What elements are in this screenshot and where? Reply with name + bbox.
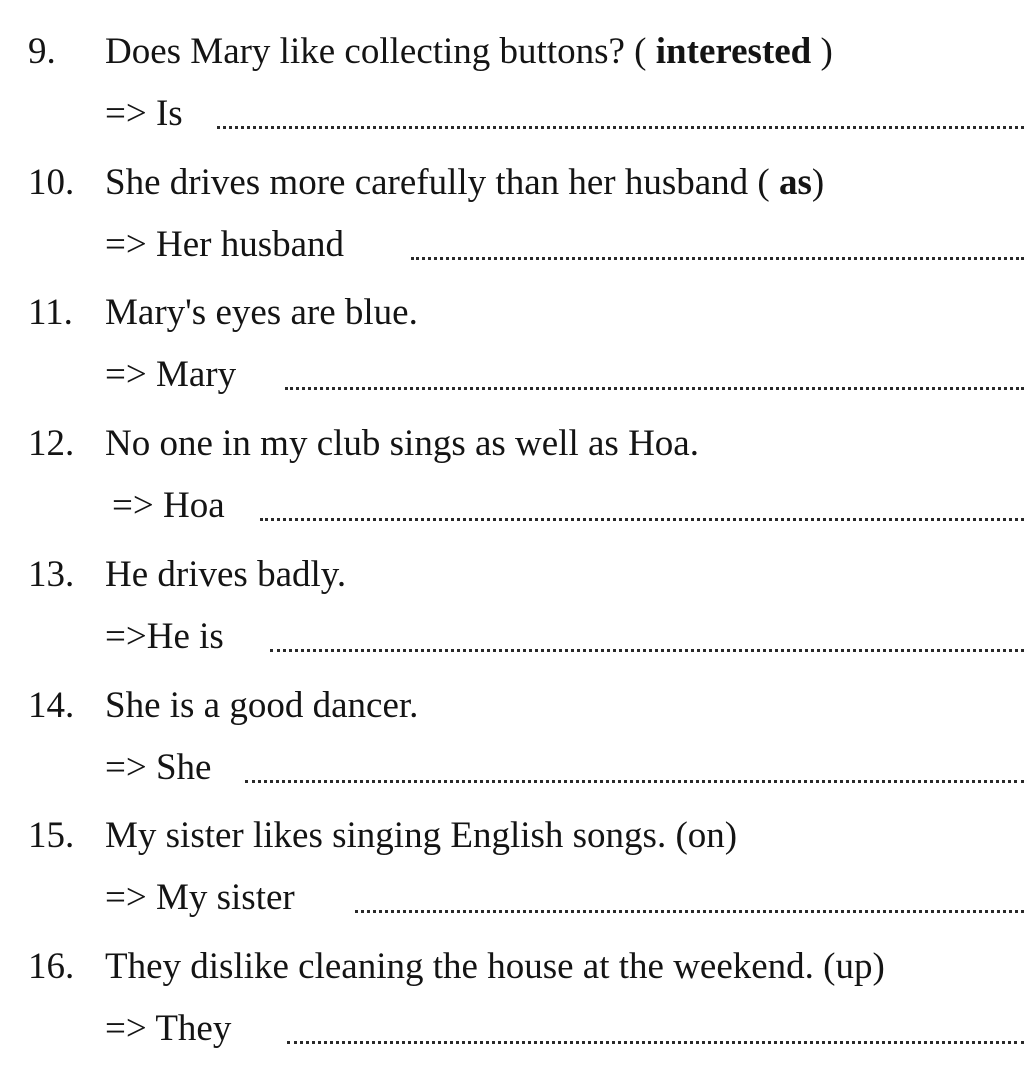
answer-blank[interactable] — [355, 910, 1024, 913]
exercise-item-16 — [0, 945, 1024, 1075]
sentence-text: My sister likes singing English songs. (on) — [105, 815, 738, 856]
item-sentence — [105, 161, 824, 205]
answer-blank[interactable] — [217, 126, 1024, 129]
answer-row — [105, 1007, 1024, 1051]
item-number: 14. — [28, 685, 75, 726]
answer-row — [105, 353, 1024, 397]
sentence-text: He drives badly. — [105, 554, 347, 595]
answer-blank[interactable] — [411, 257, 1024, 260]
keyword: interested — [655, 31, 812, 72]
item-number: 11. — [28, 292, 73, 333]
item-sentence — [105, 291, 418, 335]
answer-prompt: => Mary — [105, 354, 237, 395]
answer-blank[interactable] — [245, 780, 1024, 783]
item-number: 9. — [28, 31, 56, 72]
sentence-text: She drives more carefully than her husband ( — [105, 162, 780, 203]
sentence-text: Does Mary like collecting buttons? ( — [105, 31, 656, 72]
answer-row — [105, 223, 1024, 267]
exercise-item-11 — [0, 291, 1024, 421]
item-sentence — [105, 553, 346, 597]
item-sentence — [105, 684, 418, 728]
answer-blank[interactable] — [260, 518, 1024, 521]
answer-prompt: => She — [105, 747, 212, 788]
item-number: 15. — [28, 815, 75, 856]
item-number: 13. — [28, 554, 75, 595]
sentence-text: She is a good dancer. — [105, 685, 419, 726]
sentence-text: Mary's eyes are blue. — [105, 292, 418, 333]
item-number: 10. — [28, 162, 75, 203]
exercise-item-10 — [0, 161, 1024, 291]
exercise-item-12 — [0, 422, 1024, 552]
answer-prompt: => Is — [105, 93, 183, 134]
answer-blank[interactable] — [285, 387, 1024, 390]
exercise-item-15 — [0, 814, 1024, 944]
item-sentence — [105, 945, 885, 989]
answer-row — [105, 92, 1024, 136]
exercise-item-9 — [0, 30, 1024, 160]
answer-prompt: =>He is — [105, 616, 224, 657]
answer-blank[interactable] — [270, 649, 1024, 652]
keyword: as — [779, 162, 812, 203]
sentence-end: ) — [811, 31, 833, 72]
answer-prompt: => My sister — [105, 877, 295, 918]
answer-blank[interactable] — [287, 1041, 1024, 1044]
exercise-item-13 — [0, 553, 1024, 683]
answer-prompt: => Her husband — [105, 224, 345, 265]
exercise-item-14 — [0, 684, 1024, 814]
answer-row — [112, 484, 1024, 528]
item-number: 16. — [28, 946, 75, 987]
sentence-text: No one in my club sings as well as Hoa. — [105, 423, 699, 464]
answer-prompt: => Hoa — [112, 485, 225, 526]
item-number: 12. — [28, 423, 75, 464]
answer-row — [105, 615, 1024, 659]
item-sentence — [105, 422, 699, 466]
sentence-end: ) — [811, 162, 825, 203]
item-sentence — [105, 30, 833, 74]
item-sentence — [105, 814, 737, 858]
sentence-text: They dislike cleaning the house at the weekend. (up) — [105, 946, 885, 987]
answer-prompt: => They — [105, 1008, 232, 1049]
answer-row — [105, 746, 1024, 790]
answer-row — [105, 876, 1024, 920]
